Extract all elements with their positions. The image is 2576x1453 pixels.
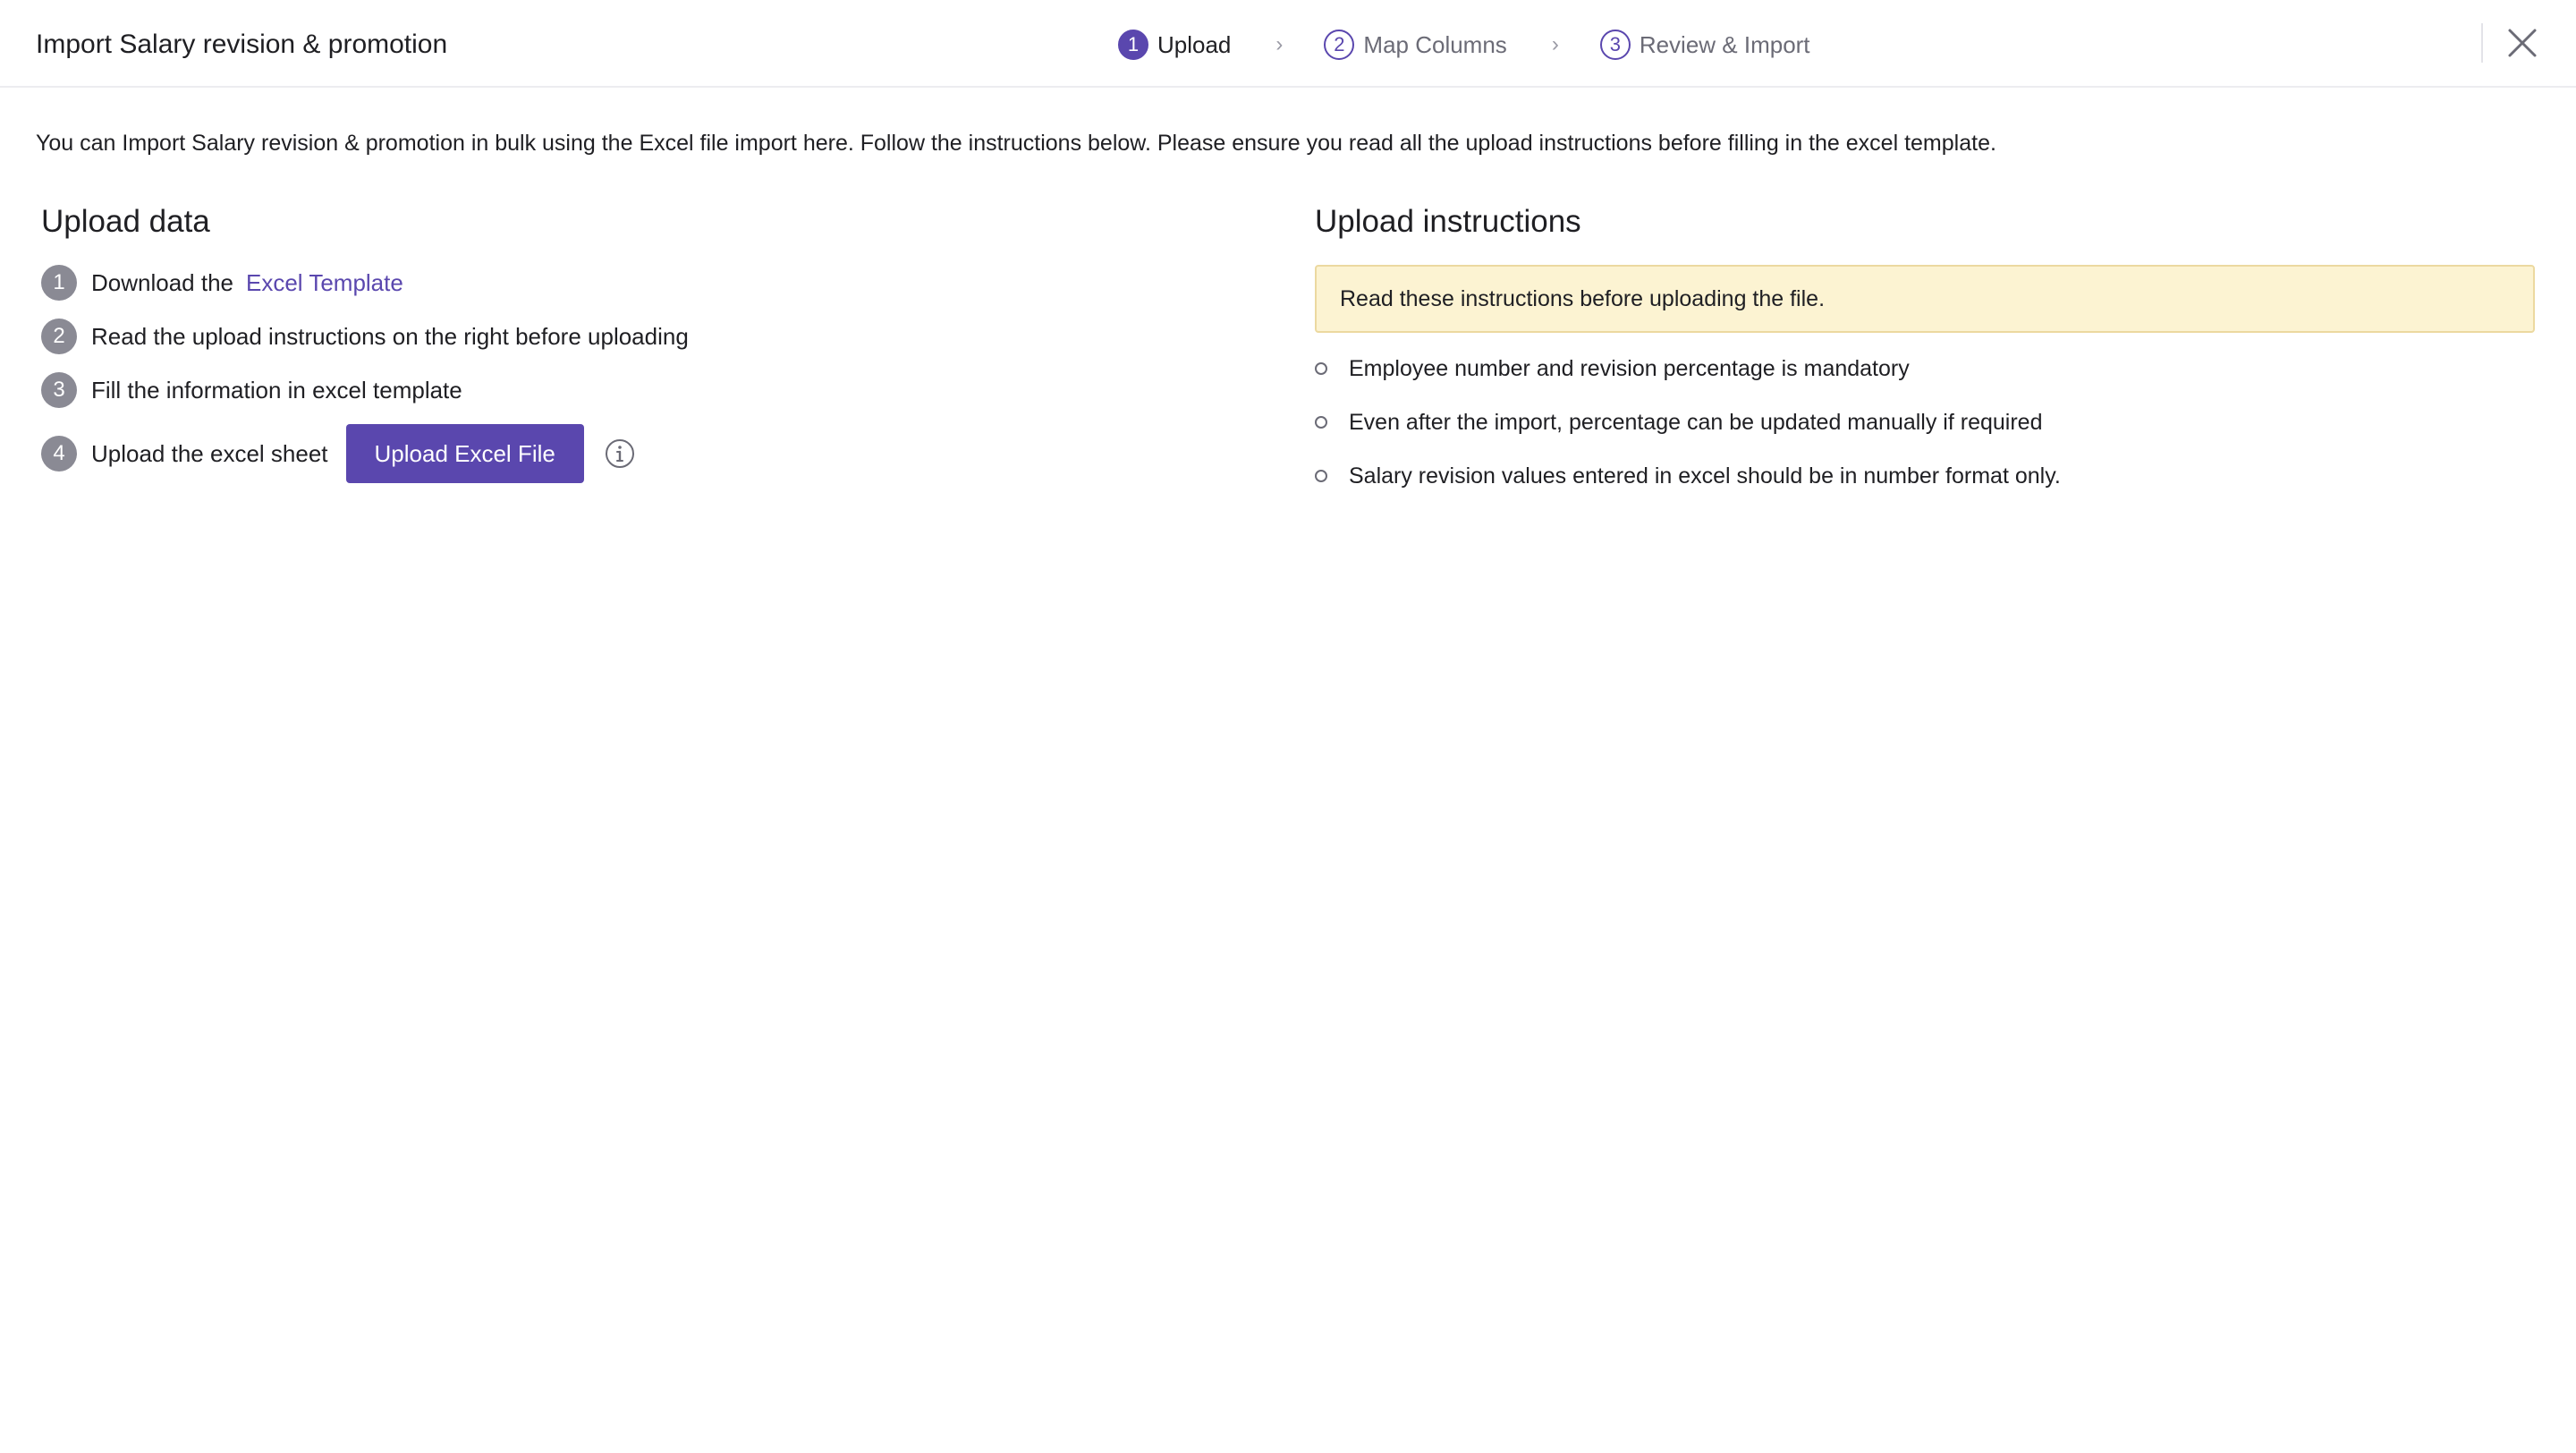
notice-text: Read these instructions before uploading the file. [1340, 285, 1826, 311]
list-item [1315, 351, 1910, 387]
upload-step-read [41, 319, 689, 354]
step-number-badge: 2 [41, 319, 77, 354]
chevron-right-icon: › [1275, 32, 1284, 56]
header-divider [2481, 23, 2483, 63]
step-number: 1 [1118, 30, 1148, 60]
upload-step-upload [41, 424, 636, 483]
list-item [1315, 458, 2061, 494]
upload-step-download [41, 265, 403, 301]
upload-instructions-title: Upload instructions [1315, 204, 1581, 239]
list-item [1315, 404, 2042, 440]
instructions-notice [1315, 265, 2535, 333]
intro-text: You can Import Salary revision & promotion in bulk using the Excel file import here. Follow the instructions below. Please ensure you read all the upload instructions before filling in the excel template. [36, 131, 1996, 156]
upload-step-text: Upload the excel sheet [91, 439, 328, 467]
step-number: 3 [1600, 30, 1631, 60]
upload-step-text: Read the upload instructions on the right before uploading [91, 322, 689, 350]
modal-header [0, 0, 2576, 88]
instruction-text: Salary revision values entered in excel should be in number format only. [1349, 463, 2061, 489]
instruction-text: Employee number and revision percentage is mandatory [1349, 355, 1910, 381]
step-number-badge: 1 [41, 265, 77, 301]
step-label: Map Columns [1363, 30, 1507, 58]
import-stepper [1118, 27, 1810, 63]
bullet-circle-icon [1315, 362, 1327, 375]
excel-template-link[interactable]: Excel Template [246, 268, 403, 296]
step-label: Upload [1157, 30, 1232, 58]
upload-step-text: Fill the information in excel template [91, 376, 462, 404]
instruction-text: Even after the import, percentage can be updated manually if required [1349, 409, 2043, 435]
step-upload[interactable] [1118, 30, 1231, 60]
upload-step-text: Download the [91, 268, 233, 296]
bullet-circle-icon [1315, 416, 1327, 429]
upload-data-title: Upload data [41, 204, 210, 239]
upload-step-fill [41, 372, 462, 408]
step-map-columns[interactable] [1324, 30, 1506, 60]
modal-title: Import Salary revision & promotion [36, 30, 448, 59]
step-number-badge: 4 [41, 436, 77, 472]
close-button[interactable] [2504, 25, 2540, 61]
close-icon [2504, 25, 2540, 61]
upload-excel-file-button[interactable]: Upload Excel File [346, 424, 584, 483]
bullet-circle-icon [1315, 470, 1327, 482]
step-label: Review & Import [1639, 30, 1810, 58]
step-number: 2 [1324, 30, 1354, 60]
step-number-badge: 3 [41, 372, 77, 408]
step-review-import[interactable] [1600, 30, 1810, 60]
chevron-right-icon: › [1551, 32, 1559, 56]
info-icon[interactable] [604, 438, 636, 470]
